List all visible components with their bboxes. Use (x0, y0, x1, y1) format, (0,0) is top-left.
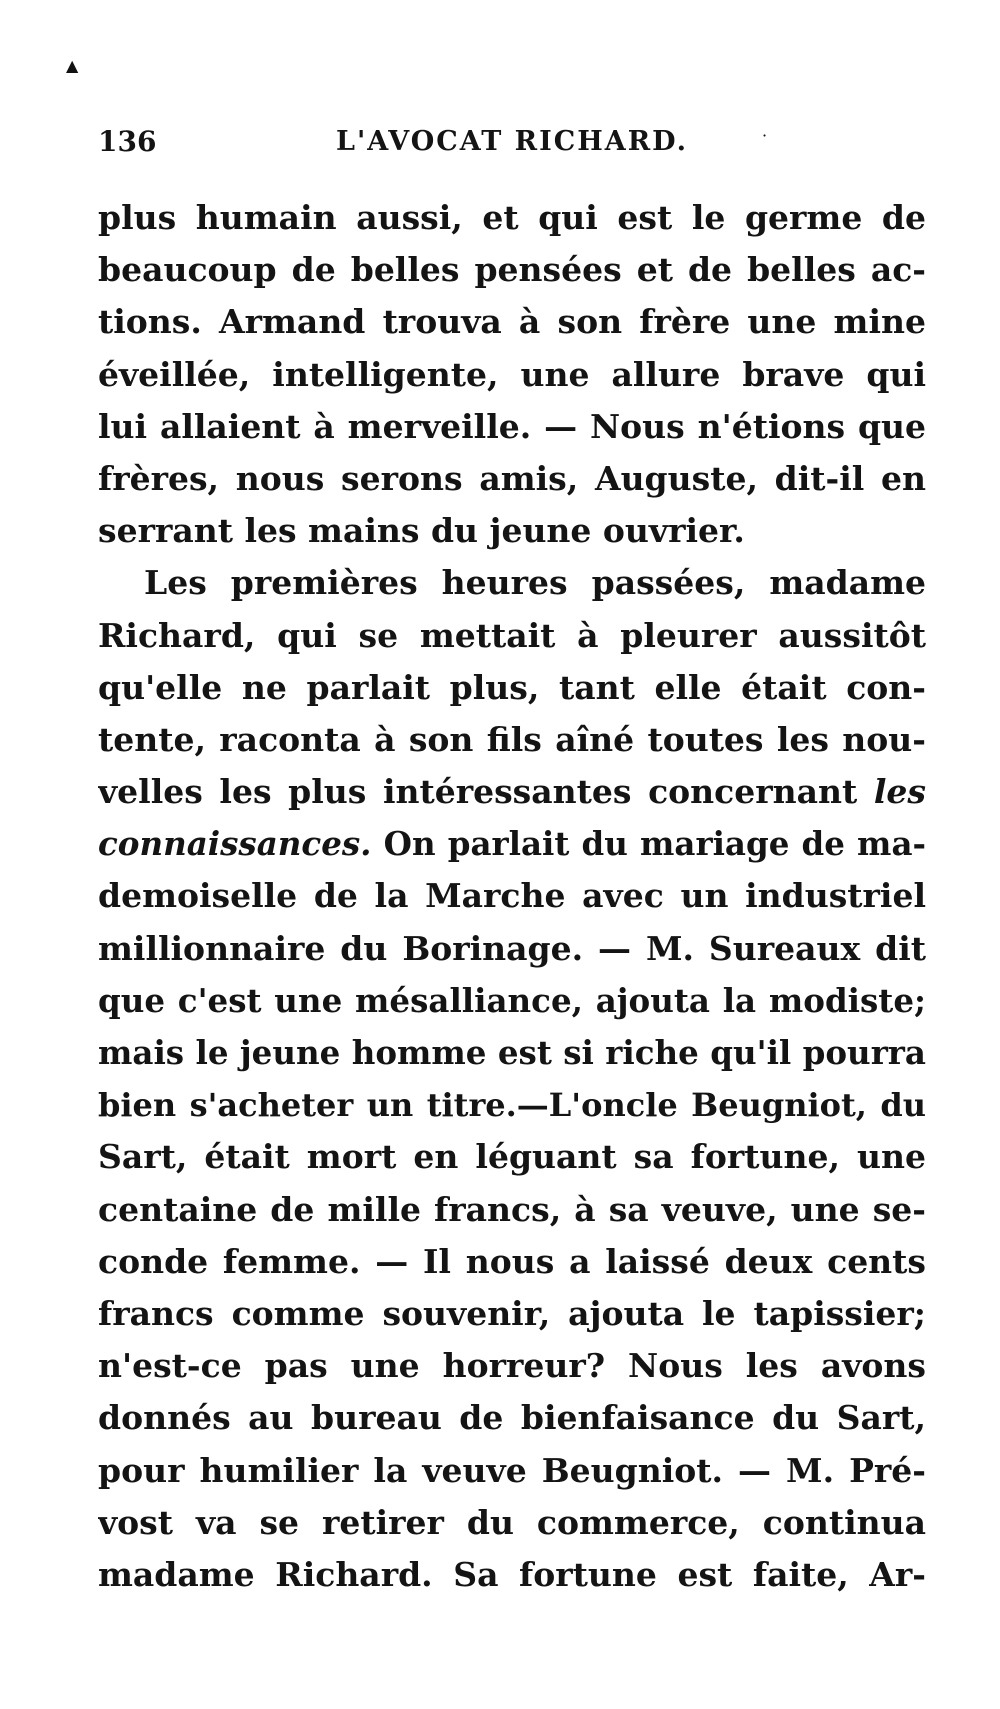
text-span: On parlait du mariage de ma- (383, 824, 926, 864)
text-line: pour humilier la veuve Beugniot. — M. Pré- (98, 1450, 926, 1490)
text-line: tions. Armand trouva à son frère une mine (98, 302, 926, 342)
text-line: Sart, était mort en léguant sa fortune, une (98, 1137, 926, 1177)
print-speck-mark: ▲ (66, 56, 79, 75)
running-title: L'AVOCAT RICHARD. (336, 126, 688, 157)
text-line: serrant les mains du jeune ouvrier. (98, 511, 745, 551)
italic-text: les (873, 772, 926, 812)
text-line: frères, nous serons amis, Auguste, dit-il en (98, 458, 926, 498)
text-line: n'est-ce pas une horreur? Nous les avons (98, 1346, 926, 1386)
text-line: qu'elle ne parlait plus, tant elle était con- (98, 667, 926, 707)
text-line: mais le jeune homme est si riche qu'il pourra (98, 1033, 926, 1072)
text-span: velles les plus intéressantes concernant (98, 772, 858, 812)
text-line: bien s'acheter un titre.—L'oncle Beugniot, du (98, 1086, 926, 1125)
page-number: 136 (98, 125, 157, 158)
text-line: que c'est une mésalliance, ajouta la modiste; (98, 980, 926, 1020)
text-line: Richard, qui se mettait à pleurer aussitôt (98, 615, 926, 655)
text-line: donnés au bureau de bienfaisance du Sart, (98, 1398, 926, 1438)
text-line: beaucoup de belles pensées et de belles ac- (98, 250, 926, 290)
text-line: francs comme souvenir, ajouta le tapissier; (98, 1293, 926, 1333)
text-line: demoiselle de la Marche avec un industriel (98, 876, 926, 916)
text-line (98, 766, 926, 818)
print-speck-dot: · (762, 126, 768, 145)
text-line: madame Richard. Sa fortune est faite, Ar- (98, 1554, 926, 1594)
running-head (98, 122, 843, 162)
text-line: vost va se retirer du commerce, continua (98, 1502, 926, 1542)
italic-text: connaissances. (98, 824, 372, 864)
text-line: conde femme. — Il nous a laissé deux cents (98, 1241, 926, 1281)
text-line: centaine de mille francs, à sa veuve, une se- (98, 1189, 926, 1229)
text-line: éveillée, intelligente, une allure brave qui (98, 354, 926, 394)
text-line (98, 818, 926, 870)
body-text (98, 192, 926, 1601)
text-line: millionnaire du Borinage. — M. Sureaux dit (98, 928, 926, 968)
text-line: plus humain aussi, et qui est le germe de (98, 198, 926, 237)
text-line: lui allaient à merveille. — Nous n'étions que (98, 406, 926, 446)
text-line: tente, raconta à son fils aîné toutes les nou- (98, 719, 926, 759)
paragraph-first-line: Les premières heures passées, madame (144, 563, 926, 603)
